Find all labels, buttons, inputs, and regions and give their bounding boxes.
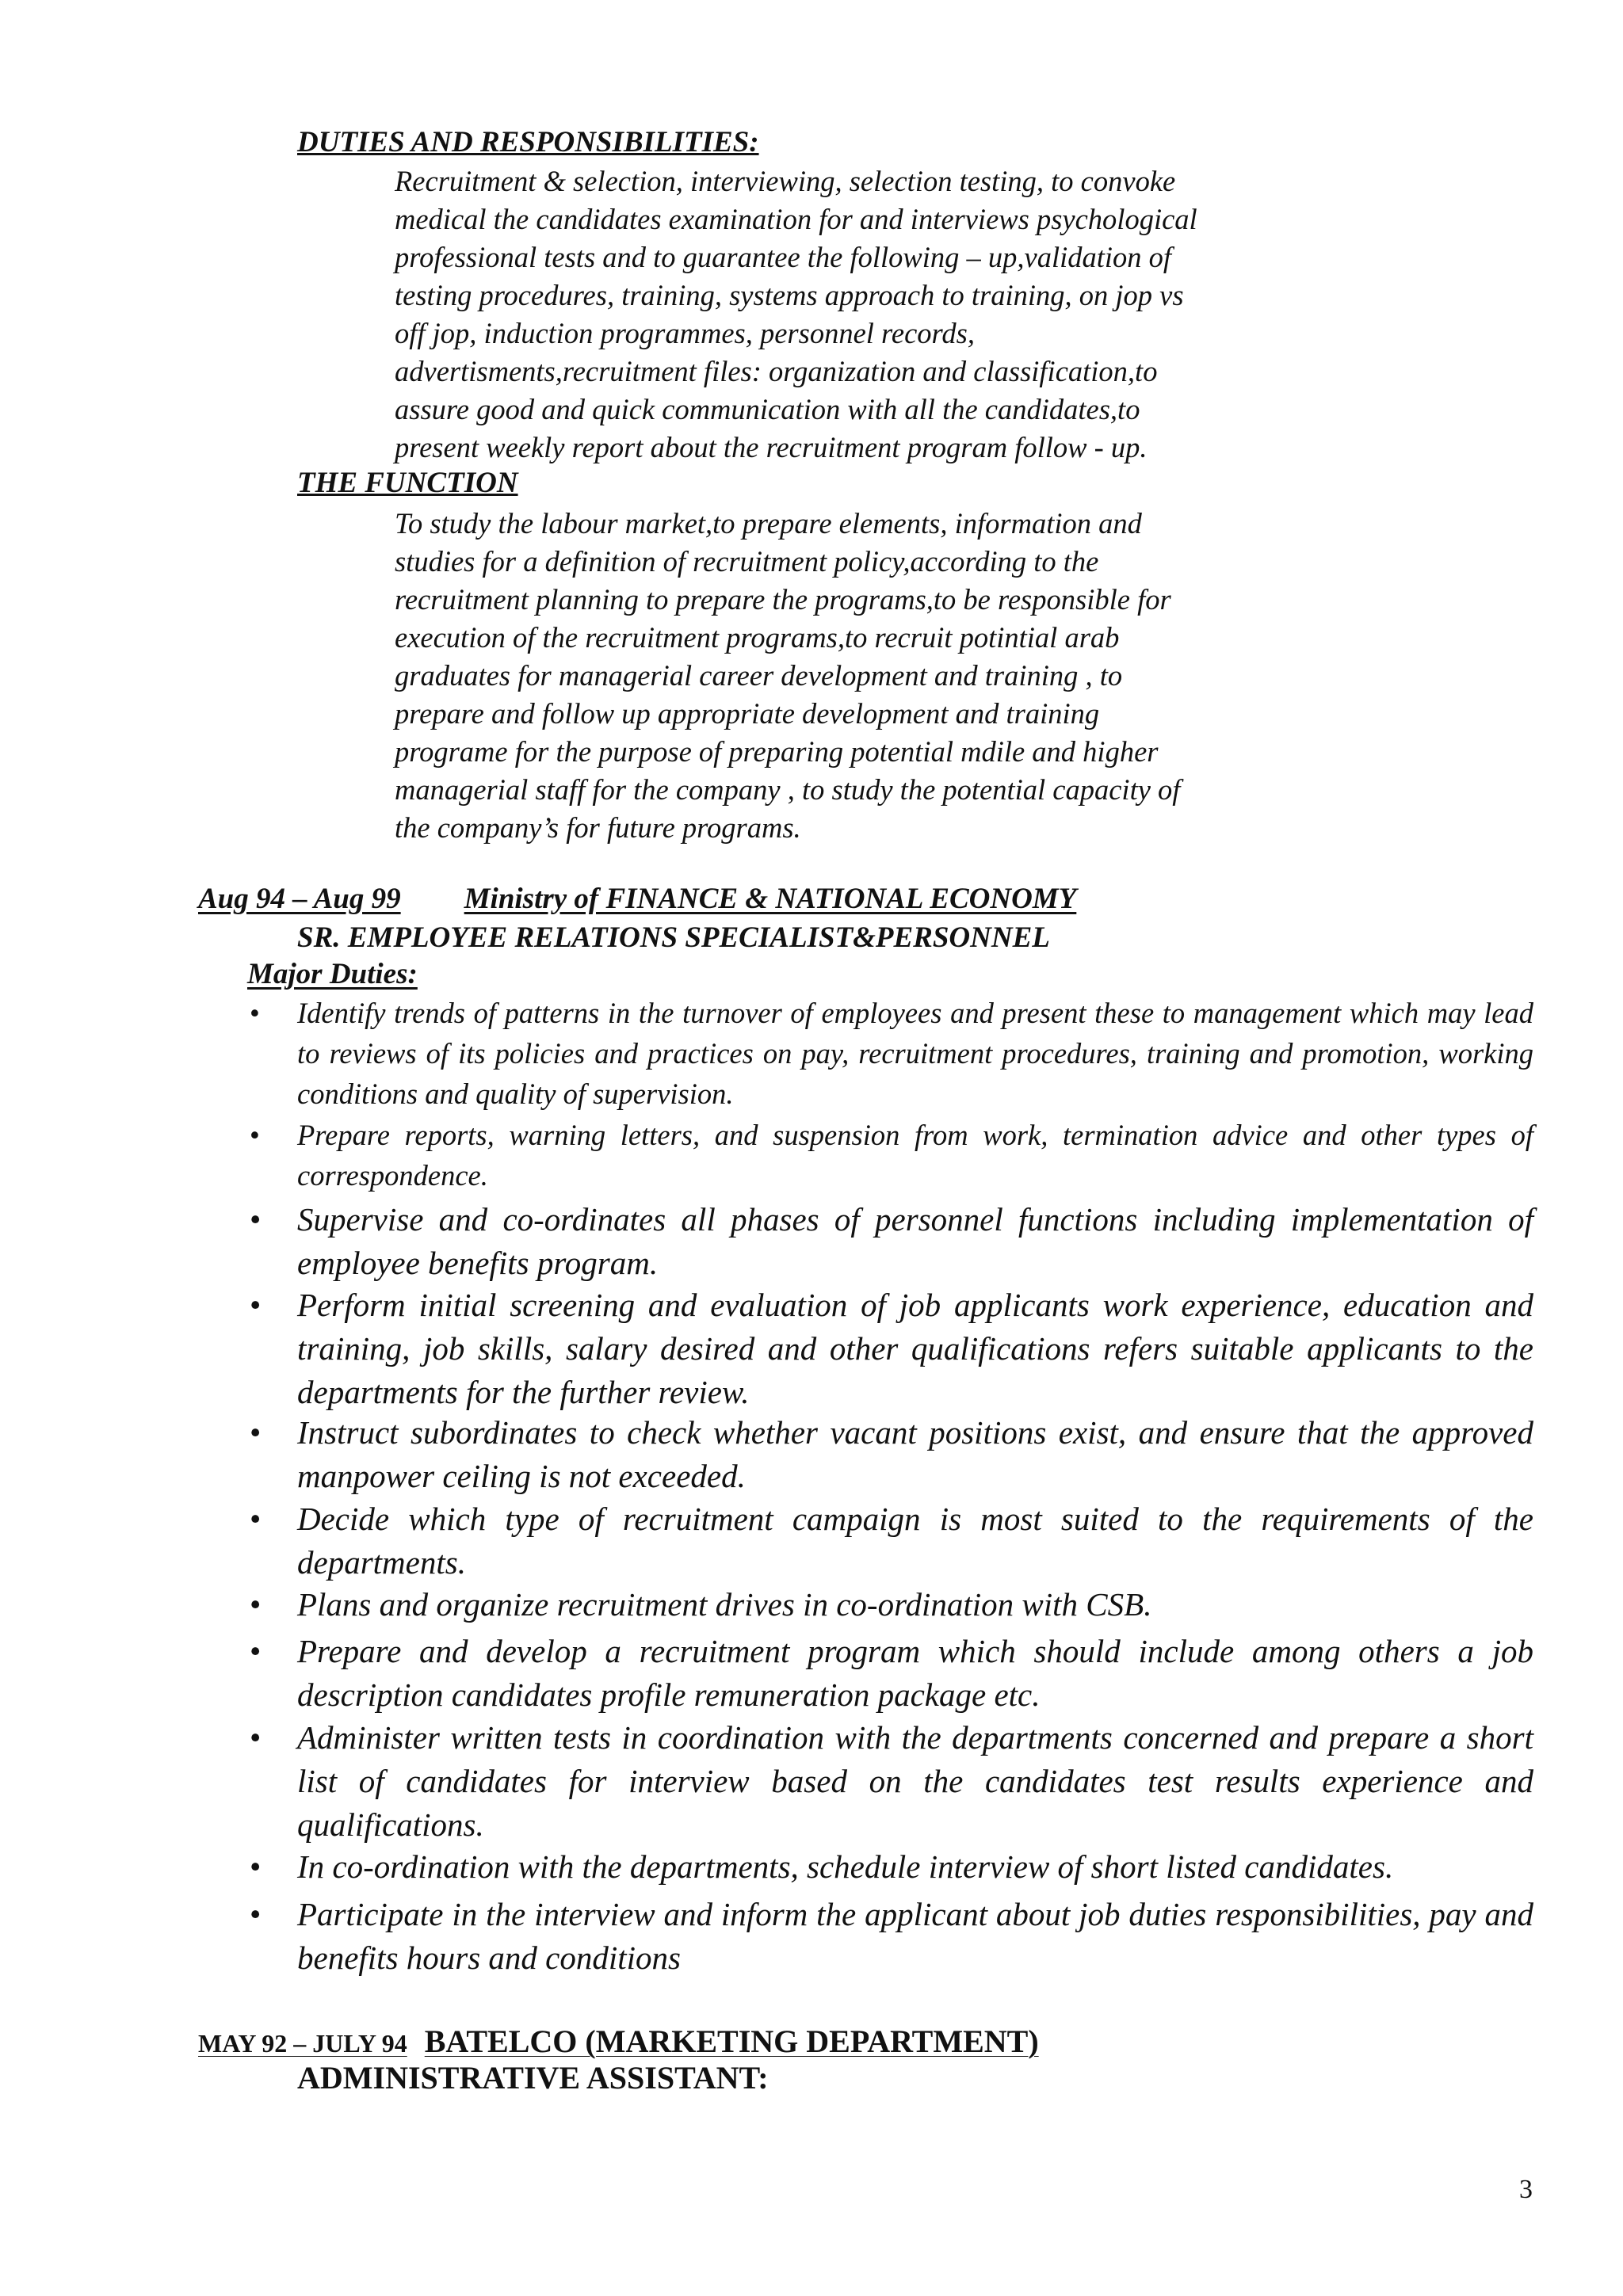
function-line: managerial staff for the company , to study the potential capacity of — [395, 773, 1181, 806]
list-item-text: Identify trends of patterns in the turnover of employees and present these to management which may lead to reviews of its policies and practices on pay, recruitment procedures, training and promotion, working conditions and quality of supervision. — [297, 997, 1533, 1110]
duties-line: Recruitment & selection, interviewing, selection testing, to convoke — [395, 165, 1176, 197]
bullet-icon: • — [250, 1501, 262, 1537]
duties-line: present weekly report about the recruitment program follow - up. — [395, 431, 1148, 463]
list-item — [250, 1115, 1533, 1196]
function-heading: THE FUNCTION — [297, 467, 518, 499]
list-item-text: Prepare and develop a recruitment program which should include among others a job description candidates profile remuneration package etc. — [297, 1633, 1533, 1713]
duties-line: assure good and quick communication with all the candidates,to — [395, 393, 1140, 425]
list-item — [250, 1283, 1533, 1414]
duties-line: advertisments,recruitment files: organization and classification,to — [395, 355, 1158, 387]
bullet-icon: • — [250, 1586, 262, 1623]
list-item-text: Plans and organize recruitment drives in co-ordination with CSB. — [297, 1586, 1152, 1623]
major-duties-heading: Major Duties: — [247, 958, 418, 990]
duties-paragraph — [395, 162, 1377, 467]
ministry-job-title: SR. EMPLOYEE RELATIONS SPECIALIST&PERSONNEL — [297, 921, 1050, 954]
bullet-icon: • — [250, 1201, 262, 1238]
function-line: execution of the recruitment programs,to recruit potintial arab — [395, 621, 1120, 654]
bullet-icon: • — [250, 1848, 262, 1885]
list-item — [250, 1893, 1533, 1980]
function-line: To study the labour market,to prepare elements, information and — [395, 507, 1142, 540]
function-line: recruitment planning to prepare the programs,to be responsible for — [395, 583, 1171, 616]
duties-heading: DUTIES AND RESPONSIBILITIES: — [297, 126, 759, 158]
list-item — [250, 1497, 1533, 1585]
list-item — [250, 1583, 1533, 1627]
list-item-text: Perform initial screening and evaluation of job applicants work experience, education and training, job skills, salary desired and other qualifications refers suitable applicants to the departments for the further review. — [297, 1287, 1533, 1410]
batelco-dates: MAY 92 – JULY 94 — [198, 2029, 407, 2058]
list-item — [250, 1716, 1533, 1847]
function-paragraph — [395, 505, 1377, 847]
duties-line: medical the candidates examination for and interviews psychological — [395, 203, 1197, 235]
batelco-job-title: ADMINISTRATIVE ASSISTANT: — [297, 2060, 769, 2096]
list-item-text: Participate in the interview and inform the applicant about job duties responsibilities, pay and benefits hours and conditions — [297, 1896, 1533, 1976]
function-line: prepare and follow up appropriate development and training — [395, 697, 1100, 730]
batelco-job-heading — [198, 2023, 1039, 2060]
list-item-text: Instruct subordinates to check whether vacant positions exist, and ensure that the approved manpower ceiling is not exceeded. — [297, 1414, 1533, 1494]
bullet-icon: • — [250, 1414, 262, 1451]
duties-line: testing procedures, training, systems approach to training, on jop vs — [395, 279, 1184, 311]
ministry-employer: Ministry of FINANCE & NATIONAL ECONOMY — [464, 883, 1077, 915]
function-line: graduates for managerial career development and training , to — [395, 659, 1123, 692]
list-item-text: Decide which type of recruitment campaign is most suited to the requirements of the departments. — [297, 1501, 1533, 1581]
list-item-text: In co-ordination with the departments, schedule interview of short listed candidates. — [297, 1848, 1394, 1885]
bullet-icon: • — [250, 1719, 262, 1756]
list-item-text: Prepare reports, warning letters, and suspension from work, termination advice and other types of correspondence. — [297, 1119, 1533, 1192]
batelco-employer: BATELCO (MARKETING DEPARTMENT) — [424, 2023, 1039, 2059]
duties-line: off jop, induction programmes, personnel records, — [395, 317, 975, 349]
list-item-text: Supervise and co-ordinates all phases of personnel functions including implementation of employee benefits program. — [297, 1201, 1533, 1281]
list-item — [250, 1198, 1533, 1285]
list-item-text: Administer written tests in coordination with the departments concerned and prepare a short list of candidates for interview based on the candidates test results experience and qualifications. — [297, 1719, 1533, 1843]
ministry-dates: Aug 94 – Aug 99 — [198, 883, 401, 915]
page-number: 3 — [1519, 2175, 1533, 2204]
duties-line: professional tests and to guarantee the following – up,validation of — [395, 241, 1172, 273]
bullet-icon: • — [250, 1287, 262, 1323]
bullet-icon: • — [250, 1119, 260, 1151]
ministry-job-heading — [198, 882, 1076, 916]
list-item — [250, 1845, 1533, 1889]
list-item — [250, 1411, 1533, 1498]
function-line: the company’s for future programs. — [395, 811, 801, 844]
bullet-icon: • — [250, 1896, 262, 1932]
bullet-icon: • — [250, 997, 260, 1029]
function-line: studies for a definition of recruitment policy,according to the — [395, 545, 1099, 578]
list-item — [250, 993, 1533, 1114]
list-item — [250, 1630, 1533, 1717]
function-line: programe for the purpose of preparing potential mdile and higher — [395, 735, 1159, 768]
bullet-icon: • — [250, 1633, 262, 1669]
